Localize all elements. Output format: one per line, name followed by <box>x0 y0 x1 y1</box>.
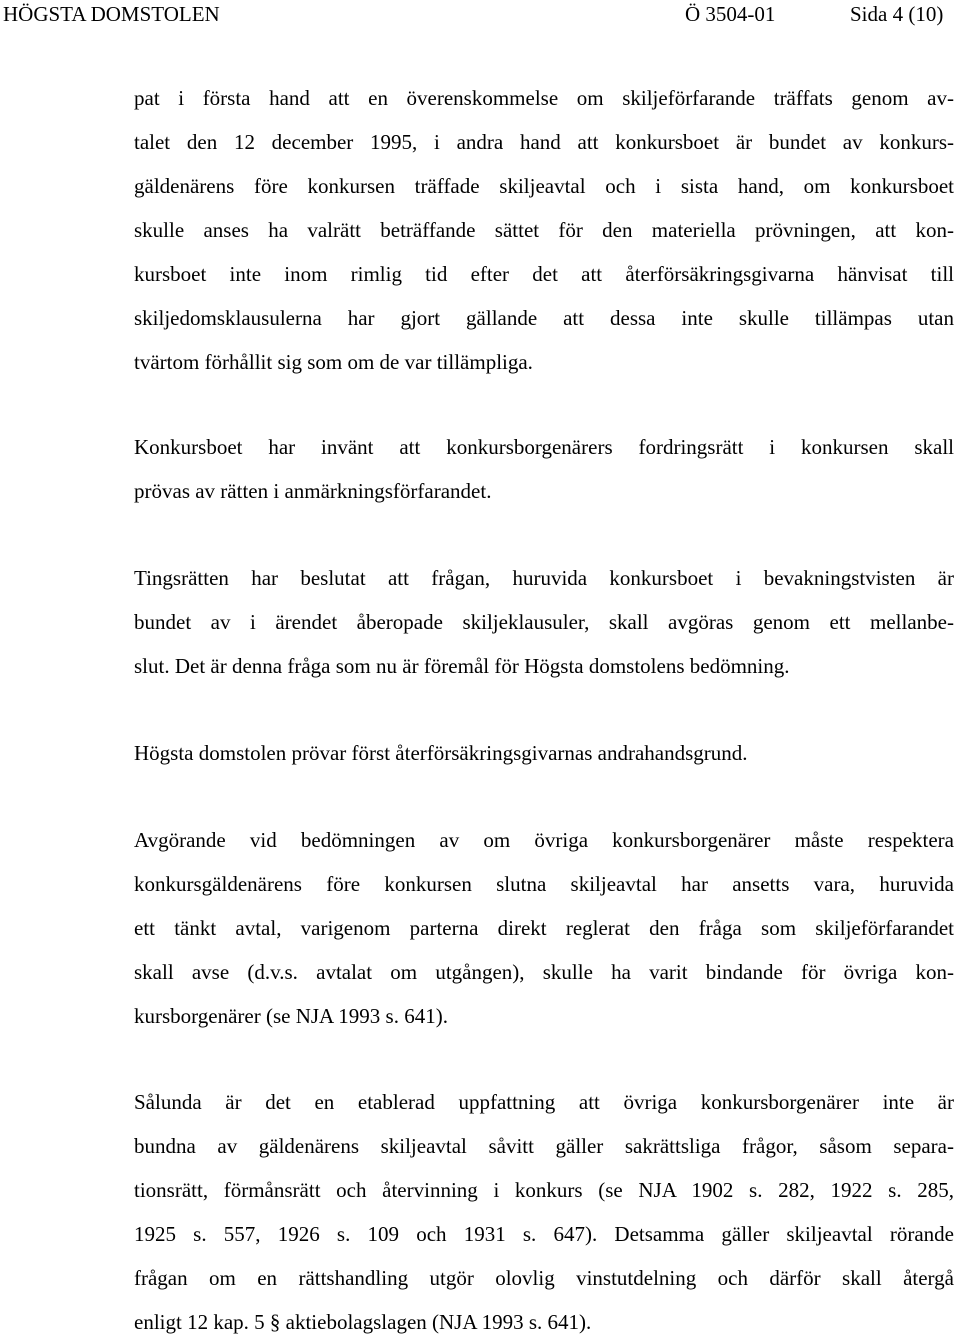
text-line: skall avse (d.v.s. avtalat om utgången), skulle ha varit bindande för övriga kon- <box>134 960 954 984</box>
text-line: konkursgäldenärens före konkursen slutna skiljeavtal har ansetts vara, huruvida <box>134 872 954 896</box>
text-line: slut. Det är denna fråga som nu är föremål för Högsta domstolens bedömning. <box>134 654 790 678</box>
text-line: ett tänkt avtal, varigenom parterna direkt reglerat den fråga som skiljeförfarandet <box>134 916 954 940</box>
text-line: talet den 12 december 1995, i andra hand att konkursboet är bundet av konkurs- <box>134 130 954 154</box>
text-line: enligt 12 kap. 5 § aktiebolagslagen (NJA 1993 s. 641). <box>134 1310 592 1334</box>
text-line: frågan om en rättshandling utgör olovlig vinstutdelning och därför skall återgå <box>134 1266 954 1290</box>
text-line: kursboet inte inom rimlig tid efter det att återförsäkringsgivarna hänvisat till <box>134 262 954 286</box>
text-line: skulle anses ha valrätt beträffande sättet för den materiella prövningen, att kon- <box>134 218 954 242</box>
text-line: Högsta domstolen prövar först återförsäkringsgivarnas andrahandsgrund. <box>134 741 748 765</box>
paragraph-6 <box>134 1080 954 1344</box>
paragraph-2 <box>134 425 954 513</box>
paragraph-3 <box>134 556 954 688</box>
text-line: Konkursboet har invänt att konkursborgenärers fordringsrätt i konkursen skall <box>134 435 954 459</box>
text-line: bundet av i ärendet åberopade skiljeklausuler, skall avgöras genom ett mellanbe- <box>134 610 954 634</box>
case-number: Ö 3504-01 <box>685 2 776 26</box>
text-line: Avgörande vid bedömningen av om övriga konkursborgenärer måste respektera <box>134 828 954 852</box>
text-line: kursborgenärer (se NJA 1993 s. 641). <box>134 1004 448 1028</box>
text-line: tvärtom förhållit sig som om de var tillämpliga. <box>134 350 533 374</box>
text-line: gäldenärens före konkursen träffade skiljeavtal och i sista hand, om konkursboet <box>134 174 954 198</box>
paragraph-5 <box>134 818 954 1038</box>
text-line: bundna av gäldenärens skiljeavtal såvitt gäller sakrättsliga frågor, såsom separa- <box>134 1134 954 1158</box>
text-line: skiljedomsklausulerna har gjort gällande att dessa inte skulle tillämpas utan <box>134 306 954 330</box>
text-line: 1925 s. 557, 1926 s. 109 och 1931 s. 647). Detsamma gäller skiljeavtal rörande <box>134 1222 954 1246</box>
text-line: Tingsrätten har beslutat att frågan, huruvida konkursboet i bevakningstvisten är <box>134 566 954 590</box>
paragraph-4 <box>134 731 954 775</box>
text-line: tionsrätt, förmånsrätt och återvinning i konkurs (se NJA 1902 s. 282, 1922 s. 285, <box>134 1178 954 1202</box>
text-line: pat i första hand att en överenskommelse om skiljeförfarande träffats genom av- <box>134 86 954 110</box>
court-name: HÖGSTA DOMSTOLEN <box>3 2 220 26</box>
page-number: Sida 4 (10) <box>850 2 944 26</box>
text-line: prövas av rätten i anmärkningsförfarandet. <box>134 479 492 503</box>
page-header <box>0 0 960 30</box>
text-line: Sålunda är det en etablerad uppfattning att övriga konkursborgenärer inte är <box>134 1090 954 1114</box>
paragraph-1 <box>134 76 954 384</box>
